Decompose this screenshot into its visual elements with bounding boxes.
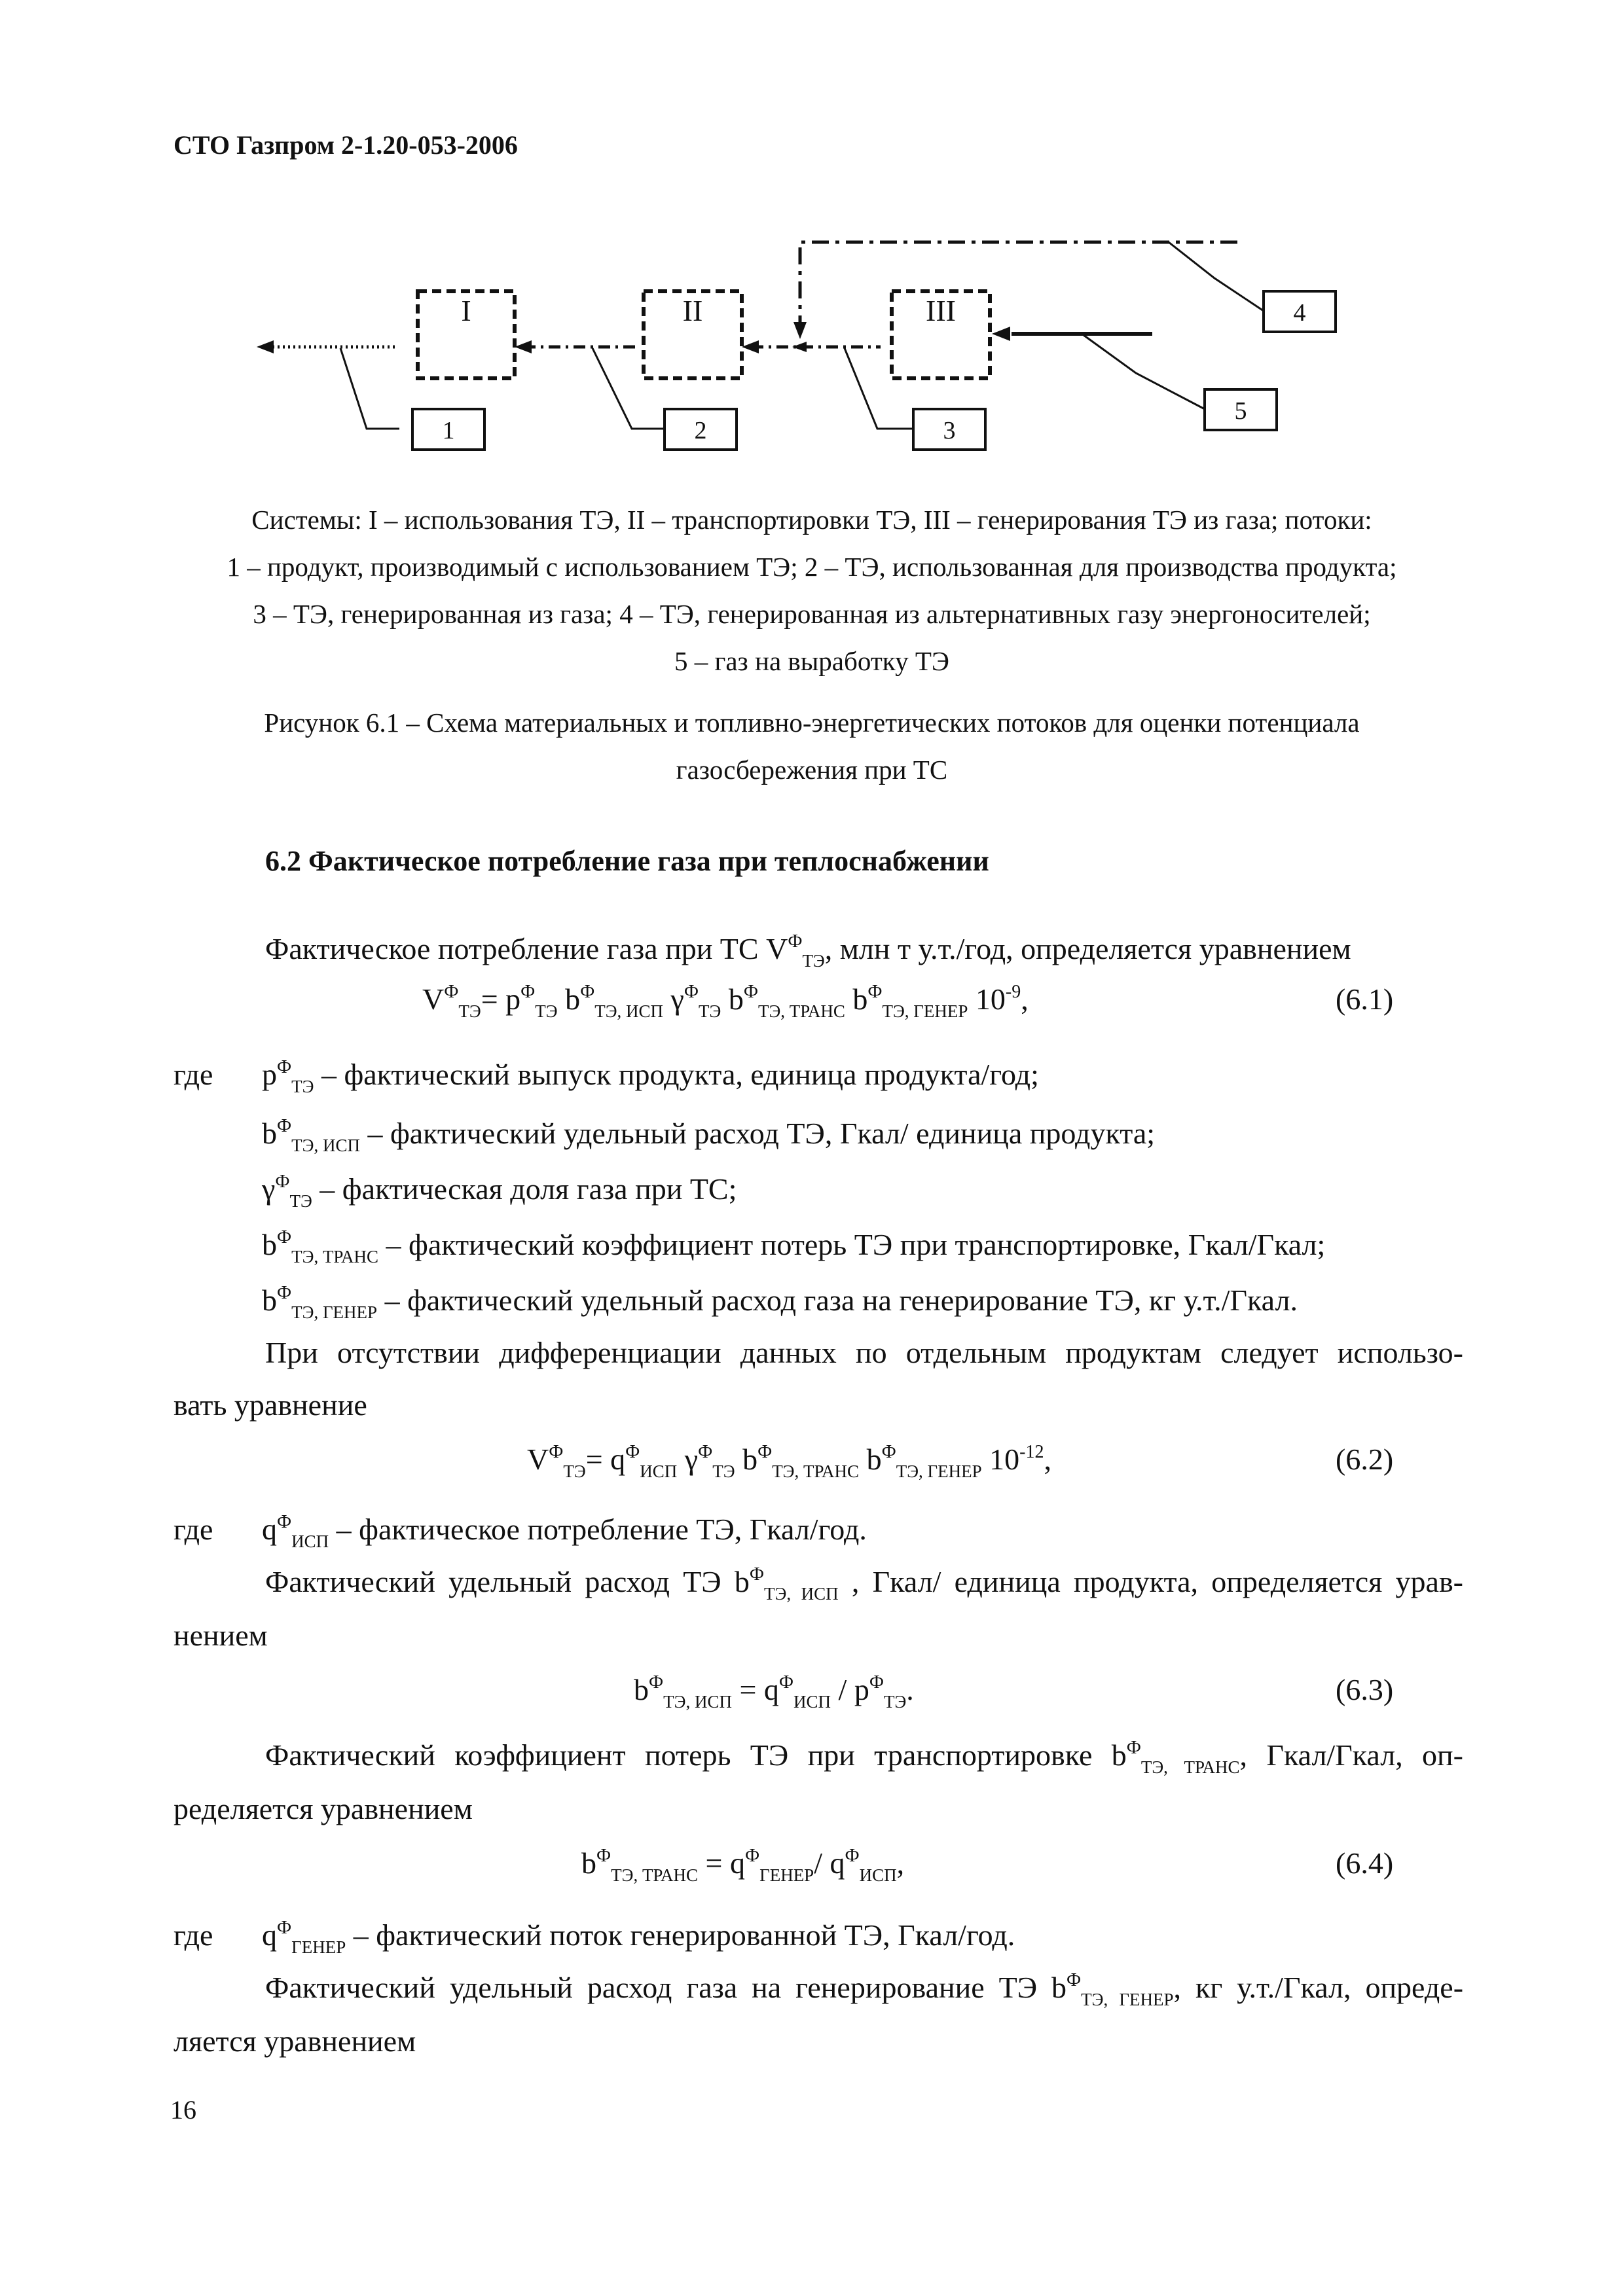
where-label: где (173, 1058, 213, 1091)
flow-label-4: 4 (1293, 299, 1306, 327)
where-label: где (173, 1513, 213, 1546)
equation-number: (6.1) (1336, 982, 1394, 1016)
system-label-1: I (461, 294, 471, 327)
document-header: СТО Газпром 2-1.20-053-2006 (173, 130, 518, 160)
figure-caption (144, 699, 1480, 793)
equation-6-4: $b^Ф_{ТЭ, ТРАНС} = q^Ф_{ГЕНЕР}/$ $q^Ф_{ИСП}$, (581, 1846, 905, 1885)
flow-label-5: 5 (1234, 397, 1247, 425)
equation-number: (6.2) (1336, 1443, 1394, 1476)
paragraph-b-isp: Фактический удельный расход ТЭ $b^Ф_{ТЭ, ИСП}$ , Гкал/ единица продукта, определяется урав- (265, 1564, 1463, 1604)
figure-legend (144, 496, 1480, 685)
equation-6-2: $V^Ф_{ТЭ}= q^Ф_{ИСП}$ $\gamma^Ф_{ТЭ}$ $b^Ф_{ТЭ, ТРАНС}$ $b^Ф_{ТЭ, ГЕНЕР}$ $10^{-12}$, (527, 1442, 1051, 1481)
caption-line: Рисунок 6.1 – Схема материальных и топливно-энергетических потоков для оценки потенциала (264, 708, 1360, 738)
legend-line: 5 – газ на выработку ТЭ (674, 646, 949, 676)
leader-5 (1084, 335, 1205, 409)
section-title: 6.2 Фактическое потребление газа при теплоснабжении (265, 845, 989, 877)
flow-line-4 (800, 242, 1237, 327)
equation-number: (6.3) (1336, 1673, 1394, 1706)
equation-number: (6.4) (1336, 1846, 1394, 1880)
flow-diagram (0, 223, 1623, 497)
paragraph-continuation: ляется уравнением (173, 2024, 416, 2058)
page-number: 16 (170, 2095, 196, 2125)
paragraph-continuation: вать уравнение (173, 1388, 367, 1422)
flow-label-2: 2 (694, 417, 707, 444)
definition-b-isp: $b^Ф_{ТЭ, ИСП}$ – фактический удельный расход ТЭ, Гкал/ единица продукта; (262, 1116, 1156, 1155)
definition-b-gener: $b^Ф_{ТЭ, ГЕНЕР}$ – фактический удельный расход газа на генерирование ТЭ, кг у.т./Гкал. (262, 1283, 1298, 1322)
flow-label-1: 1 (442, 417, 455, 444)
caption-line: газосбережения при ТС (676, 755, 948, 785)
definition-p: $p^Ф_{ТЭ}$ – фактический выпуск продукта, единица продукта/год; (262, 1057, 1039, 1096)
definition-b-trans: $b^Ф_{ТЭ, ТРАНС}$ – фактический коэффициент потерь ТЭ при транспортировке, Гкал/Гкал; (262, 1227, 1326, 1266)
arrowhead-3 (742, 340, 759, 353)
arrowhead-1 (257, 340, 274, 353)
system-label-3: III (926, 294, 956, 327)
system-label-2: II (682, 294, 703, 327)
paragraph-b-trans: Фактический коэффициент потерь ТЭ при транспортировке $b^Ф_{ТЭ, ТРАНС}$, Гкал/Гкал, оп- (265, 1738, 1463, 1777)
definition-q-gener: $q^Ф_{ГЕНЕР}$ – фактический поток генерированной ТЭ, Гкал/год. (262, 1918, 1015, 1957)
leader-2 (593, 348, 665, 429)
legend-line: 3 – ТЭ, генерированная из газа; 4 – ТЭ, генерированная из альтернативных газу энергоносителей; (253, 599, 1371, 629)
arrowhead-4 (793, 322, 807, 339)
paragraph-continuation: нением (173, 1619, 268, 1652)
arrowhead-3b (792, 342, 807, 352)
paragraph-intro: Фактическое потребление газа при ТС $V^Ф_{ТЭ}$, млн т у.т./год, определяется уравнением (265, 931, 1351, 971)
flow-label-3: 3 (943, 417, 956, 444)
arrowhead-5 (992, 327, 1010, 341)
definition-q-isp: $q^Ф_{ИСП}$ – фактическое потребление ТЭ, Гкал/год. (262, 1512, 867, 1551)
arrowhead-2 (515, 340, 532, 353)
where-label: где (173, 1918, 213, 1952)
leader-4 (1169, 242, 1264, 311)
equation-6-1: $V^Ф_{ТЭ}= p^Ф_{ТЭ}$ $b^Ф_{ТЭ, ИСП}$ $\gamma^Ф_{ТЭ}$ $b^Ф_{ТЭ, ТРАНС}$ $b^Ф_{ТЭ, ГЕНЕР}$ $10^{-9}$, (422, 982, 1029, 1021)
leader-1 (340, 348, 399, 429)
paragraph-continuation: ределяется уравнением (173, 1792, 473, 1825)
paragraph-b-gener: Фактический удельный расход газа на генерирование ТЭ $b^Ф_{ТЭ, ГЕНЕР}$, кг у.т./Гкал, опреде- (265, 1970, 1464, 2009)
legend-line: Системы: I – использования ТЭ, II – транспортировки ТЭ, III – генерирования ТЭ из газа; потоки: (251, 505, 1372, 535)
equation-6-3: $b^Ф_{ТЭ, ИСП} = q^Ф_{ИСП} / p^Ф_{ТЭ}$. (634, 1672, 914, 1712)
leader-3 (845, 348, 913, 429)
definition-gamma: $\gamma^Ф_{ТЭ}$ – фактическая доля газа при ТС; (262, 1172, 737, 1211)
paragraph-no-differentiation: При отсутствии дифференциации данных по отдельным продуктам следует использо- (265, 1336, 1463, 1369)
legend-line: 1 – продукт, производимый с использованием ТЭ; 2 – ТЭ, использованная для производства продукта; (227, 552, 1397, 582)
